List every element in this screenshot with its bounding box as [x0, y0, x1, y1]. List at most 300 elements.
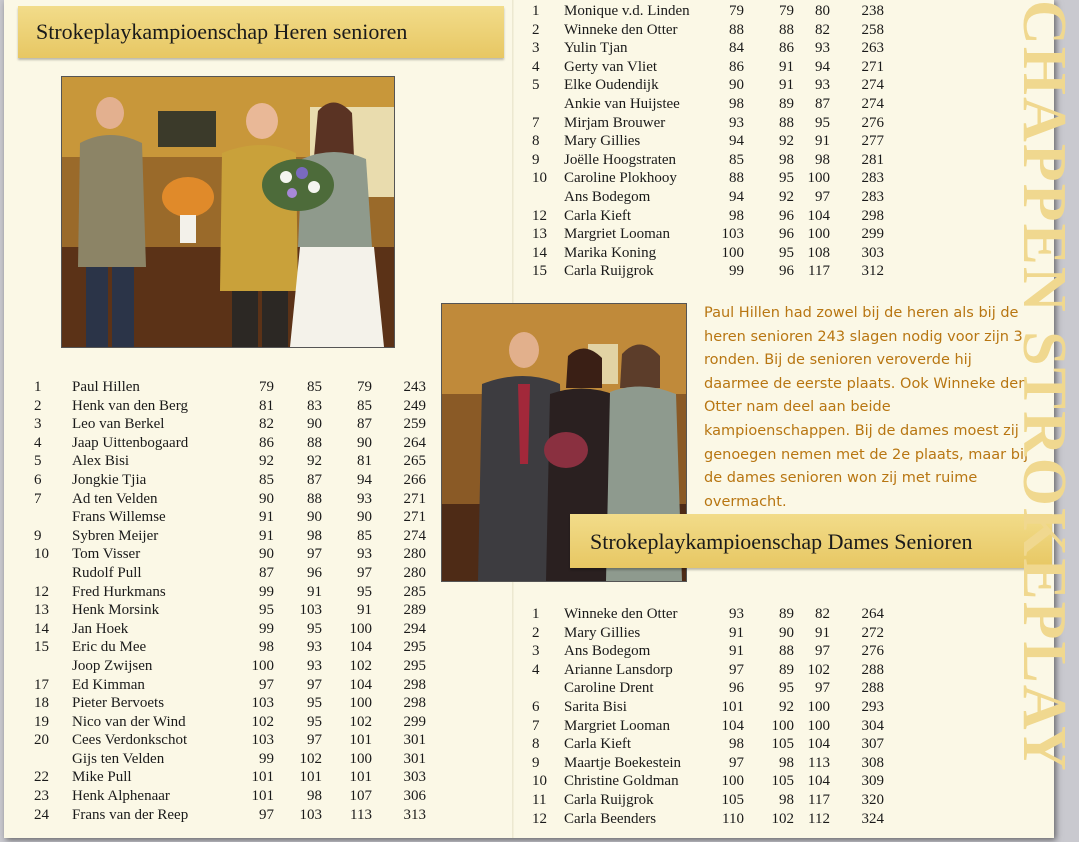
round2-score: 95: [307, 713, 322, 730]
result-rank: 18: [34, 695, 49, 712]
result-rank: 10: [532, 170, 547, 187]
round3-score: 93: [357, 490, 372, 507]
total-score: 288: [861, 661, 884, 678]
player-name: Mary Gillies: [564, 624, 641, 641]
round1-score: 98: [729, 207, 744, 224]
round2-score: 86: [779, 40, 794, 57]
round2-score: 91: [779, 58, 794, 75]
round1-score: 102: [251, 713, 274, 730]
round1-score: 99: [259, 620, 274, 637]
player-name: Mirjam Brouwer: [564, 114, 666, 131]
round1-score: 93: [729, 114, 744, 131]
total-score: 295: [403, 639, 426, 656]
round3-score: 97: [815, 643, 830, 660]
result-rank: 13: [532, 226, 547, 243]
round3-score: 117: [808, 263, 830, 280]
player-name: Alex Bisi: [72, 453, 130, 470]
round1-score: 85: [259, 471, 274, 488]
round3-score: 101: [349, 732, 372, 749]
total-score: 298: [403, 695, 426, 712]
result-rank: 4: [34, 434, 42, 451]
round3-score: 100: [349, 695, 372, 712]
result-row: [34, 378, 434, 397]
player-name: Paul Hillen: [72, 379, 140, 395]
result-row: [528, 169, 888, 188]
player-name: Winneke den Otter: [564, 21, 678, 38]
round3-score: 104: [807, 773, 830, 790]
result-rank: 11: [532, 791, 547, 808]
result-rank: 10: [34, 546, 49, 563]
result-rank: 19: [34, 713, 49, 730]
total-score: 277: [861, 133, 884, 150]
round2-score: 90: [779, 624, 794, 641]
round3-score: 95: [815, 114, 830, 131]
result-row: [528, 679, 888, 698]
result-row: [528, 207, 888, 226]
round2-score: 89: [779, 606, 794, 622]
round2-score: 98: [779, 151, 794, 168]
round3-score: 100: [807, 717, 830, 734]
total-score: 308: [861, 754, 884, 771]
round2-score: 87: [307, 471, 322, 488]
round3-score: 104: [349, 639, 372, 656]
round1-score: 97: [259, 676, 274, 693]
round3-score: 113: [808, 754, 830, 771]
result-rank: 10: [532, 773, 547, 790]
total-score: 271: [403, 490, 426, 507]
result-row: [528, 244, 888, 263]
round1-score: 100: [721, 773, 744, 790]
result-rank: 13: [34, 602, 49, 619]
round1-score: 103: [251, 732, 274, 749]
result-row: [528, 114, 888, 133]
total-score: 301: [403, 750, 426, 767]
round3-score: 98: [815, 151, 830, 168]
result-row: [528, 717, 888, 736]
player-name: Gijs ten Velden: [72, 750, 165, 767]
round1-score: 100: [251, 657, 274, 674]
result-row: [34, 545, 434, 564]
total-score: 320: [861, 791, 884, 808]
total-score: 272: [861, 624, 884, 641]
round1-score: 99: [259, 583, 274, 600]
round3-score: 80: [815, 3, 830, 19]
round1-score: 91: [259, 509, 274, 526]
player-name: Henk Alphenaar: [72, 788, 170, 805]
total-score: 271: [403, 509, 426, 526]
total-score: 265: [403, 453, 426, 470]
total-score: 304: [861, 717, 884, 734]
total-score: 294: [403, 620, 426, 637]
total-score: 285: [403, 583, 426, 600]
player-name: Ans Bodegom: [564, 643, 651, 660]
round3-score: 91: [815, 624, 830, 641]
result-rank: 23: [34, 788, 49, 805]
round1-score: 103: [251, 695, 274, 712]
total-score: 264: [861, 606, 884, 622]
result-row: [528, 735, 888, 754]
round2-score: 105: [771, 736, 794, 753]
round3-score: 87: [357, 416, 372, 433]
round2-score: 98: [779, 791, 794, 808]
player-name: Caroline Drent: [564, 680, 654, 697]
round3-score: 102: [349, 657, 372, 674]
heren-title: Strokeplaykampioenschap Heren senioren: [36, 19, 408, 44]
round2-score: 93: [307, 657, 322, 674]
total-score: 281: [861, 151, 884, 168]
round1-score: 91: [729, 624, 744, 641]
round1-score: 93: [729, 606, 744, 622]
round1-score: 79: [259, 379, 274, 395]
result-row: [34, 471, 434, 490]
result-row: [34, 583, 434, 602]
player-name: Carla Kieft: [564, 207, 632, 224]
player-name: Henk van den Berg: [72, 397, 188, 414]
result-row: [528, 605, 888, 624]
round1-score: 98: [259, 639, 274, 656]
round1-score: 96: [729, 680, 744, 697]
result-rank: 2: [34, 397, 42, 414]
round1-score: 99: [259, 750, 274, 767]
round1-score: 88: [729, 170, 744, 187]
round1-score: 94: [729, 133, 744, 150]
round3-score: 91: [357, 602, 372, 619]
total-score: 306: [403, 788, 426, 805]
result-row: [34, 452, 434, 471]
result-row: [528, 624, 888, 643]
round2-score: 97: [307, 546, 322, 563]
total-score: 249: [403, 397, 426, 414]
round2-score: 88: [779, 643, 794, 660]
result-row: [34, 434, 434, 453]
result-rank: 15: [532, 263, 547, 280]
result-row: [34, 490, 434, 509]
player-name: Pieter Bervoets: [72, 695, 165, 712]
player-name: Gerty van Vliet: [564, 58, 658, 75]
round3-score: 97: [357, 564, 372, 581]
result-rank: 6: [34, 471, 42, 488]
result-rank: 12: [34, 583, 49, 600]
player-name: Margriet Looman: [564, 717, 670, 734]
player-name: Eric du Mee: [72, 639, 147, 656]
round3-score: 93: [815, 40, 830, 57]
total-score: 274: [403, 527, 426, 544]
total-score: 280: [403, 546, 426, 563]
round3-score: 85: [357, 527, 372, 544]
round2-score: 95: [779, 680, 794, 697]
result-row: [34, 564, 434, 583]
round2-score: 96: [779, 263, 794, 280]
result-rank: 5: [34, 453, 42, 470]
result-row: [34, 415, 434, 434]
round2-score: 92: [779, 133, 794, 150]
player-name: Sarita Bisi: [564, 698, 627, 715]
total-score: 324: [861, 810, 884, 827]
round2-score: 98: [307, 788, 322, 805]
result-row: [34, 508, 434, 527]
round3-score: 97: [815, 680, 830, 697]
total-score: 293: [861, 698, 884, 715]
round1-score: 91: [259, 527, 274, 544]
result-row: [34, 768, 434, 787]
round1-score: 101: [251, 788, 274, 805]
result-rank: 14: [34, 620, 49, 637]
round3-score: 101: [349, 769, 372, 786]
round3-score: 100: [349, 750, 372, 767]
round2-score: 83: [307, 397, 322, 414]
round2-score: 89: [779, 95, 794, 112]
round1-score: 84: [729, 40, 744, 57]
round1-score: 88: [729, 21, 744, 38]
round3-score: 108: [807, 244, 830, 261]
result-row: [528, 95, 888, 114]
result-row: [528, 791, 888, 810]
round1-score: 94: [729, 188, 744, 205]
player-name: Jongkie Tjia: [72, 471, 147, 488]
player-name: Arianne Lansdorp: [564, 661, 673, 678]
total-score: 307: [861, 736, 884, 753]
round3-score: 117: [808, 791, 830, 808]
player-name: Henk Morsink: [72, 602, 160, 619]
round3-score: 102: [807, 661, 830, 678]
result-row: [528, 642, 888, 661]
total-score: 309: [861, 773, 884, 790]
round2-score: 92: [307, 453, 322, 470]
round2-score: 105: [771, 773, 794, 790]
player-name: Tom Visser: [72, 546, 141, 563]
result-row: [34, 638, 434, 657]
round1-score: 101: [721, 698, 744, 715]
player-name: Ad ten Velden: [72, 490, 158, 507]
dames-senioren-title: Strokeplaykampioenschap Dames Senioren: [590, 529, 973, 554]
result-rank: 3: [532, 643, 540, 660]
result-row: [528, 2, 888, 21]
player-name: Nico van der Wind: [72, 713, 186, 730]
player-name: Sybren Meijer: [72, 527, 159, 544]
round2-score: 92: [779, 698, 794, 715]
round2-score: 96: [779, 207, 794, 224]
result-row: [34, 787, 434, 806]
round2-score: 91: [779, 77, 794, 94]
total-score: 266: [403, 471, 426, 488]
result-rank: 6: [532, 698, 540, 715]
total-score: 271: [861, 58, 884, 75]
total-score: 243: [403, 379, 426, 395]
round1-score: 82: [259, 416, 274, 433]
total-score: 289: [403, 602, 426, 619]
player-name: Joëlle Hoogstraten: [564, 151, 677, 168]
result-row: [528, 188, 888, 207]
total-score: 298: [861, 207, 884, 224]
round3-score: 104: [807, 736, 830, 753]
result-rank: 5: [532, 77, 540, 94]
result-row: [528, 76, 888, 95]
round1-score: 79: [729, 3, 744, 19]
dames-senioren-title-band: [570, 514, 1052, 568]
total-score: 298: [403, 676, 426, 693]
round1-score: 86: [259, 434, 274, 451]
total-score: 238: [861, 3, 884, 19]
round1-score: 91: [729, 643, 744, 660]
player-name: Caroline Plokhooy: [564, 170, 677, 187]
player-name: Leo van Berkel: [72, 416, 165, 433]
player-name: Rudolf Pull: [72, 564, 142, 581]
result-rank: 12: [532, 810, 547, 827]
side-decoration: [1010, 0, 1078, 838]
round3-score: 100: [807, 226, 830, 243]
result-row: [528, 58, 888, 77]
round1-score: 90: [259, 490, 274, 507]
round3-score: 94: [815, 58, 830, 75]
total-score: 288: [861, 680, 884, 697]
side-decoration-text: CHAPPEN STROKEPLAY: [1010, 0, 1078, 773]
round3-score: 81: [357, 453, 372, 470]
player-name: Frans van der Reep: [72, 806, 189, 823]
total-score: 301: [403, 732, 426, 749]
result-rank: 7: [532, 717, 540, 734]
round1-score: 101: [251, 769, 274, 786]
total-score: 280: [403, 564, 426, 581]
round2-score: 97: [307, 676, 322, 693]
round1-score: 97: [259, 806, 274, 823]
round3-score: 95: [357, 583, 372, 600]
round2-score: 103: [299, 602, 322, 619]
round2-score: 89: [779, 661, 794, 678]
round1-score: 100: [721, 244, 744, 261]
result-row: [528, 772, 888, 791]
player-name: Joop Zwijsen: [72, 657, 153, 674]
total-score: 313: [403, 806, 426, 823]
round1-score: 92: [259, 453, 274, 470]
round2-score: 92: [779, 188, 794, 205]
total-score: 258: [861, 21, 884, 38]
round1-score: 90: [259, 546, 274, 563]
result-row: [528, 151, 888, 170]
round3-score: 102: [349, 713, 372, 730]
round3-score: 93: [815, 77, 830, 94]
heren-results-list: [34, 378, 434, 824]
total-score: 259: [403, 416, 426, 433]
result-rank: 4: [532, 661, 540, 678]
player-name: Carla Kieft: [564, 736, 632, 753]
round3-score: 91: [815, 133, 830, 150]
total-score: 303: [403, 769, 426, 786]
result-rank: 7: [34, 490, 42, 507]
commentary-text: Paul Hillen had zowel bij de heren als bij de heren senioren 243 slagen nodig voor zijn 3 ronden. Bij de senioren veroverde hij daarmee de eerste plaats. Ook Winneke den Otter nam deel aan beide kampioenschappen. Bij de dames moest zij genoegen nemen met de 2e plaats, maar bij de dames senioren won zij met ruime overmacht.: [704, 305, 1029, 510]
round2-score: 101: [299, 769, 322, 786]
round1-score: 98: [729, 736, 744, 753]
player-name: Mike Pull: [72, 769, 132, 786]
result-row: [528, 262, 888, 281]
result-rank: 8: [532, 736, 540, 753]
player-name: Carla Beenders: [564, 810, 657, 827]
result-row: [34, 676, 434, 695]
magazine-page: [4, 0, 1078, 838]
result-rank: 12: [532, 207, 547, 224]
round2-score: 102: [771, 810, 794, 827]
result-row: [34, 527, 434, 546]
total-score: 299: [861, 226, 884, 243]
round2-score: 79: [779, 3, 794, 19]
total-score: 264: [403, 434, 426, 451]
result-rank: 1: [34, 379, 42, 395]
round2-score: 95: [779, 170, 794, 187]
round2-score: 98: [779, 754, 794, 771]
round2-score: 96: [307, 564, 322, 581]
round2-score: 88: [307, 434, 322, 451]
result-rank: 9: [532, 151, 540, 168]
round1-score: 87: [259, 564, 274, 581]
result-row: [34, 601, 434, 620]
result-rank: 22: [34, 769, 49, 786]
round2-score: 88: [779, 21, 794, 38]
total-score: 283: [861, 170, 884, 187]
round2-score: 91: [307, 583, 322, 600]
result-rank: 4: [532, 58, 540, 75]
player-name: Fred Hurkmans: [72, 583, 166, 600]
player-name: Yulin Tjan: [564, 40, 628, 57]
heren-title-band: [18, 6, 504, 58]
player-name: Jan Hoek: [72, 620, 129, 637]
round3-score: 100: [807, 170, 830, 187]
round2-score: 96: [779, 226, 794, 243]
round2-score: 95: [307, 695, 322, 712]
award-photo-heren: [61, 76, 395, 348]
player-name: Ed Kimman: [72, 676, 145, 693]
round3-score: 87: [815, 95, 830, 112]
round3-score: 100: [349, 620, 372, 637]
round3-score: 82: [815, 21, 830, 38]
result-rank: 2: [532, 21, 540, 38]
round3-score: 85: [357, 397, 372, 414]
round1-score: 85: [729, 151, 744, 168]
result-rank: 2: [532, 624, 540, 641]
result-rank: 15: [34, 639, 49, 656]
round1-score: 90: [729, 77, 744, 94]
result-row: [528, 132, 888, 151]
result-rank: 3: [532, 40, 540, 57]
player-name: Ankie van Huijstee: [564, 95, 680, 112]
round2-score: 93: [307, 639, 322, 656]
result-rank: 17: [34, 676, 49, 693]
player-name: Maartje Boekestein: [564, 754, 682, 771]
round3-score: 113: [350, 806, 372, 823]
result-row: [34, 750, 434, 769]
round1-score: 97: [729, 661, 744, 678]
round1-score: 99: [729, 263, 744, 280]
round2-score: 95: [779, 244, 794, 261]
result-row: [34, 731, 434, 750]
round1-score: 95: [259, 602, 274, 619]
result-rank: 1: [532, 606, 540, 622]
total-score: 283: [861, 188, 884, 205]
round2-score: 90: [307, 509, 322, 526]
total-score: 274: [861, 77, 884, 94]
total-score: 276: [861, 643, 884, 660]
round2-score: 102: [299, 750, 322, 767]
round3-score: 94: [357, 471, 372, 488]
result-rank: 24: [34, 806, 49, 823]
result-rank: 9: [532, 754, 540, 771]
round1-score: 97: [729, 754, 744, 771]
result-row: [34, 806, 434, 825]
round2-score: 100: [771, 717, 794, 734]
round2-score: 103: [299, 806, 322, 823]
result-row: [528, 21, 888, 40]
result-row: [34, 397, 434, 416]
total-score: 299: [403, 713, 426, 730]
result-rank: 1: [532, 3, 540, 19]
